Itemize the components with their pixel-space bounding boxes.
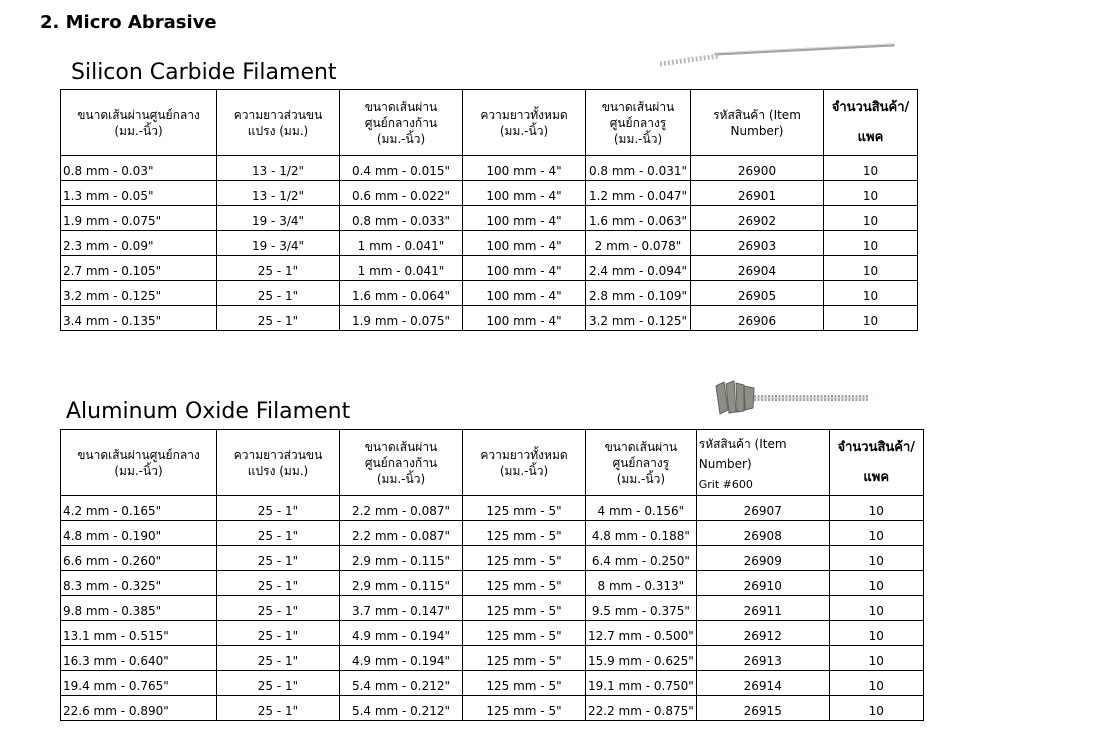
header-stem-diameter: ขนาดเส้นผ่าน ศูนย์กลางก้าน (มม.-นิ้ว) xyxy=(340,90,463,156)
cell-hole-diameter: 22.2 mm - 0.875" xyxy=(586,696,697,721)
cell-diameter: 0.8 mm - 0.03" xyxy=(61,156,217,181)
cell-stem-diameter: 1 mm - 0.041" xyxy=(340,231,463,256)
table-row xyxy=(61,696,924,721)
cell-diameter: 16.3 mm - 0.640" xyxy=(61,646,217,671)
table-row xyxy=(61,621,924,646)
header-diameter: ขนาดเส้นผ่านศูนย์กลาง (มม.-นิ้ว) xyxy=(61,430,217,496)
cell-item-number: 26900 xyxy=(691,156,824,181)
cell-pack-qty: 10 xyxy=(829,546,923,571)
table-row xyxy=(61,646,924,671)
table-header-row xyxy=(61,430,924,496)
cell-pack-qty: 10 xyxy=(824,206,918,231)
cell-diameter: 4.8 mm - 0.190" xyxy=(61,521,217,546)
cell-diameter: 3.2 mm - 0.125" xyxy=(61,281,217,306)
cell-diameter: 22.6 mm - 0.890" xyxy=(61,696,217,721)
cell-item-number: 26910 xyxy=(696,571,829,596)
cell-brush-length: 13 - 1/2" xyxy=(217,181,340,206)
cell-hole-diameter: 6.4 mm - 0.250" xyxy=(586,546,697,571)
cell-overall-length: 125 mm - 5" xyxy=(463,596,586,621)
table-row xyxy=(61,546,924,571)
table-row xyxy=(61,231,918,256)
cell-overall-length: 100 mm - 4" xyxy=(463,181,586,206)
cell-diameter: 9.8 mm - 0.385" xyxy=(61,596,217,621)
table-row xyxy=(61,181,918,206)
cell-item-number: 26904 xyxy=(691,256,824,281)
cell-hole-diameter: 19.1 mm - 0.750" xyxy=(586,671,697,696)
cell-hole-diameter: 15.9 mm - 0.625" xyxy=(586,646,697,671)
cell-stem-diameter: 1.6 mm - 0.064" xyxy=(340,281,463,306)
cell-diameter: 8.3 mm - 0.325" xyxy=(61,571,217,596)
table-row xyxy=(61,156,918,181)
cell-overall-length: 125 mm - 5" xyxy=(463,496,586,521)
cell-hole-diameter: 8 mm - 0.313" xyxy=(586,571,697,596)
silicon-carbide-table xyxy=(60,89,918,331)
table-row xyxy=(61,496,924,521)
cell-diameter: 13.1 mm - 0.515" xyxy=(61,621,217,646)
header-hole-diameter: ขนาดเส้นผ่าน ศูนย์กลางรู (มม.-นิ้ว) xyxy=(586,90,691,156)
header-stem-diameter: ขนาดเส้นผ่าน ศูนย์กลางก้าน (มม.-นิ้ว) xyxy=(340,430,463,496)
cell-diameter: 6.6 mm - 0.260" xyxy=(61,546,217,571)
cell-pack-qty: 10 xyxy=(829,571,923,596)
cell-overall-length: 100 mm - 4" xyxy=(463,156,586,181)
cell-item-number: 26907 xyxy=(696,496,829,521)
cell-diameter: 3.4 mm - 0.135" xyxy=(61,306,217,331)
cell-overall-length: 125 mm - 5" xyxy=(463,696,586,721)
cell-diameter: 1.9 mm - 0.075" xyxy=(61,206,217,231)
cell-brush-length: 25 - 1" xyxy=(217,256,340,281)
cell-pack-qty: 10 xyxy=(824,281,918,306)
cell-stem-diameter: 0.4 mm - 0.015" xyxy=(340,156,463,181)
cell-brush-length: 25 - 1" xyxy=(217,306,340,331)
table-row xyxy=(61,571,924,596)
cell-hole-diameter: 2 mm - 0.078" xyxy=(586,231,691,256)
cell-brush-length: 25 - 1" xyxy=(217,646,340,671)
cell-stem-diameter: 1 mm - 0.041" xyxy=(340,256,463,281)
silicon-carbide-brush-image xyxy=(656,40,896,68)
cell-brush-length: 25 - 1" xyxy=(217,571,340,596)
table-row xyxy=(61,256,918,281)
cell-item-number: 26912 xyxy=(696,621,829,646)
cell-hole-diameter: 12.7 mm - 0.500" xyxy=(586,621,697,646)
cell-item-number: 26914 xyxy=(696,671,829,696)
cell-brush-length: 25 - 1" xyxy=(217,596,340,621)
cell-hole-diameter: 1.2 mm - 0.047" xyxy=(586,181,691,206)
cell-pack-qty: 10 xyxy=(829,696,923,721)
cell-overall-length: 125 mm - 5" xyxy=(463,546,586,571)
cell-stem-diameter: 2.9 mm - 0.115" xyxy=(340,546,463,571)
header-hole-diameter: ขนาดเส้นผ่าน ศูนย์กลางรู (มม.-นิ้ว) xyxy=(586,430,697,496)
cell-pack-qty: 10 xyxy=(824,306,918,331)
cell-overall-length: 100 mm - 4" xyxy=(463,306,586,331)
cell-stem-diameter: 0.6 mm - 0.022" xyxy=(340,181,463,206)
cell-diameter: 1.3 mm - 0.05" xyxy=(61,181,217,206)
header-item-number: รหัสสินค้า (Item Number) Grit #600 xyxy=(696,430,829,496)
cell-pack-qty: 10 xyxy=(824,231,918,256)
cell-stem-diameter: 2.2 mm - 0.087" xyxy=(340,521,463,546)
cell-overall-length: 125 mm - 5" xyxy=(463,621,586,646)
table-row xyxy=(61,521,924,546)
cell-stem-diameter: 4.9 mm - 0.194" xyxy=(340,646,463,671)
cell-pack-qty: 10 xyxy=(829,521,923,546)
cell-pack-qty: 10 xyxy=(829,671,923,696)
cell-brush-length: 25 - 1" xyxy=(217,281,340,306)
cell-item-number: 26915 xyxy=(696,696,829,721)
header-diameter: ขนาดเส้นผ่านศูนย์กลาง (มม.-นิ้ว) xyxy=(61,90,217,156)
cell-item-number: 26911 xyxy=(696,596,829,621)
grit-label: Grit #600 xyxy=(698,478,753,491)
header-item-number: รหัสสินค้า (Item Number) xyxy=(691,90,824,156)
cell-hole-diameter: 9.5 mm - 0.375" xyxy=(586,596,697,621)
cell-overall-length: 100 mm - 4" xyxy=(463,256,586,281)
cell-brush-length: 25 - 1" xyxy=(217,621,340,646)
header-overall-length: ความยาวทั้งหมด (มม.-นิ้ว) xyxy=(463,90,586,156)
cell-stem-diameter: 5.4 mm - 0.212" xyxy=(340,671,463,696)
cell-brush-length: 25 - 1" xyxy=(217,696,340,721)
table-header-row xyxy=(61,90,918,156)
section-title: 2. Micro Abrasive xyxy=(40,12,217,33)
cell-hole-diameter: 0.8 mm - 0.031" xyxy=(586,156,691,181)
cell-stem-diameter: 0.8 mm - 0.033" xyxy=(340,206,463,231)
cell-brush-length: 25 - 1" xyxy=(217,496,340,521)
cell-stem-diameter: 1.9 mm - 0.075" xyxy=(340,306,463,331)
cell-stem-diameter: 2.9 mm - 0.115" xyxy=(340,571,463,596)
cell-overall-length: 125 mm - 5" xyxy=(463,671,586,696)
header-pack-qty: จำนวนสินค้า/ แพค xyxy=(824,90,918,156)
cell-item-number: 26913 xyxy=(696,646,829,671)
cell-hole-diameter: 4.8 mm - 0.188" xyxy=(586,521,697,546)
cell-hole-diameter: 1.6 mm - 0.063" xyxy=(586,206,691,231)
silicon-carbide-title: Silicon Carbide Filament xyxy=(71,60,337,85)
cell-diameter: 4.2 mm - 0.165" xyxy=(61,496,217,521)
cell-pack-qty: 10 xyxy=(829,646,923,671)
cell-brush-length: 13 - 1/2" xyxy=(217,156,340,181)
cell-item-number: 26909 xyxy=(696,546,829,571)
cell-overall-length: 100 mm - 4" xyxy=(463,281,586,306)
cell-stem-diameter: 4.9 mm - 0.194" xyxy=(340,621,463,646)
cell-item-number: 26906 xyxy=(691,306,824,331)
cell-hole-diameter: 3.2 mm - 0.125" xyxy=(586,306,691,331)
cell-pack-qty: 10 xyxy=(824,156,918,181)
header-brush-length: ความยาวส่วนขน แปรง (มม.) xyxy=(217,430,340,496)
cell-diameter: 2.3 mm - 0.09" xyxy=(61,231,217,256)
table-row xyxy=(61,306,918,331)
cell-hole-diameter: 2.8 mm - 0.109" xyxy=(586,281,691,306)
cell-diameter: 2.7 mm - 0.105" xyxy=(61,256,217,281)
cell-overall-length: 125 mm - 5" xyxy=(463,646,586,671)
cell-stem-diameter: 5.4 mm - 0.212" xyxy=(340,696,463,721)
cell-brush-length: 25 - 1" xyxy=(217,521,340,546)
cell-overall-length: 100 mm - 4" xyxy=(463,206,586,231)
cell-stem-diameter: 3.7 mm - 0.147" xyxy=(340,596,463,621)
table-row xyxy=(61,281,918,306)
aluminum-oxide-table xyxy=(60,429,924,721)
cell-pack-qty: 10 xyxy=(824,256,918,281)
table-row xyxy=(61,671,924,696)
cell-overall-length: 100 mm - 4" xyxy=(463,231,586,256)
cell-item-number: 26903 xyxy=(691,231,824,256)
cell-stem-diameter: 2.2 mm - 0.087" xyxy=(340,496,463,521)
cell-item-number: 26905 xyxy=(691,281,824,306)
cell-hole-diameter: 4 mm - 0.156" xyxy=(586,496,697,521)
aluminum-oxide-title: Aluminum Oxide Filament xyxy=(66,399,351,424)
cell-item-number: 26902 xyxy=(691,206,824,231)
header-overall-length: ความยาวทั้งหมด (มม.-นิ้ว) xyxy=(463,430,586,496)
cell-overall-length: 125 mm - 5" xyxy=(463,521,586,546)
cell-diameter: 19.4 mm - 0.765" xyxy=(61,671,217,696)
aluminum-oxide-brush-image xyxy=(714,380,870,416)
cell-brush-length: 25 - 1" xyxy=(217,546,340,571)
cell-brush-length: 19 - 3/4" xyxy=(217,231,340,256)
cell-brush-length: 19 - 3/4" xyxy=(217,206,340,231)
header-pack-qty: จำนวนสินค้า/ แพค xyxy=(829,430,923,496)
cell-pack-qty: 10 xyxy=(829,621,923,646)
table-row xyxy=(61,206,918,231)
cell-pack-qty: 10 xyxy=(824,181,918,206)
cell-hole-diameter: 2.4 mm - 0.094" xyxy=(586,256,691,281)
cell-pack-qty: 10 xyxy=(829,596,923,621)
cell-brush-length: 25 - 1" xyxy=(217,671,340,696)
cell-overall-length: 125 mm - 5" xyxy=(463,571,586,596)
header-brush-length: ความยาวส่วนขน แปรง (มม.) xyxy=(217,90,340,156)
table-row xyxy=(61,596,924,621)
cell-item-number: 26908 xyxy=(696,521,829,546)
cell-pack-qty: 10 xyxy=(829,496,923,521)
cell-item-number: 26901 xyxy=(691,181,824,206)
